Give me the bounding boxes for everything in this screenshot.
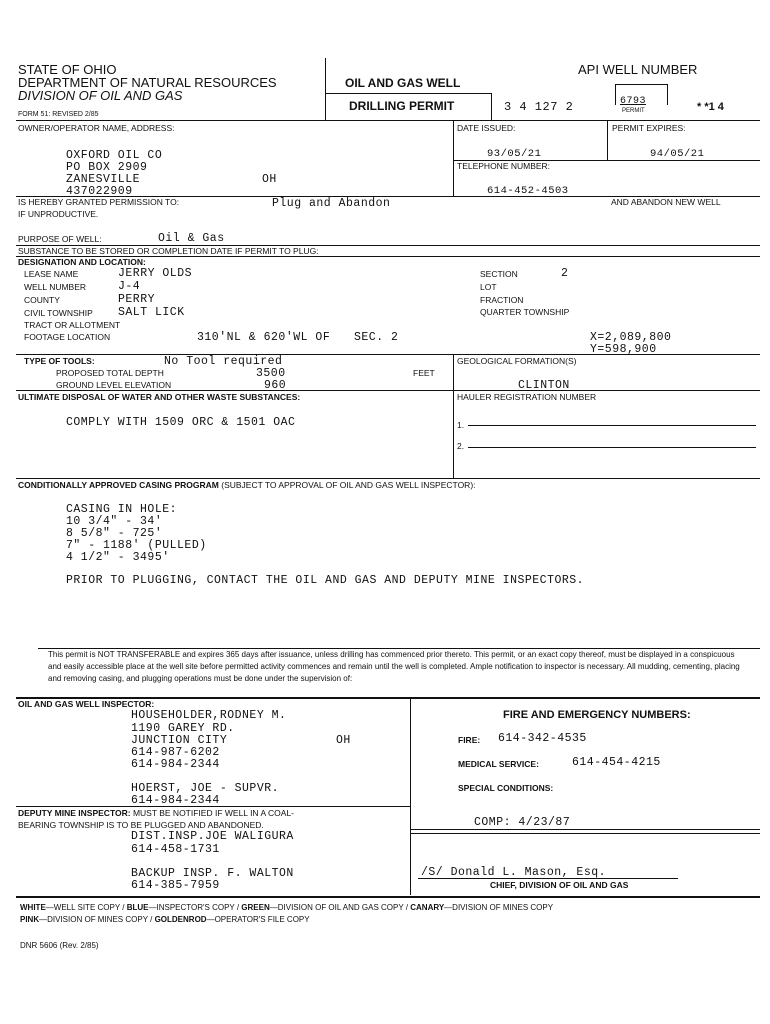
designation-title: DESIGNATION AND LOCATION: [18,257,146,267]
disposal-value: COMPLY WITH 1509 ORC & 1501 OAC [66,416,296,429]
lease-label: LEASE NAME [24,269,79,279]
operator-phone: 614-452-4503 [487,185,569,197]
backup-inspector: BACKUP INSP. F. WALTON [131,867,294,880]
tools-type-label: TYPE OF TOOLS: [24,356,95,366]
inspector-address: 1190 GAREY RD. [131,722,235,735]
form-title: OIL AND GAS WELL [345,76,461,90]
phone-label: TELEPHONE NUMBER: [457,161,551,171]
geo-formation: CLINTON [518,379,570,392]
deputy-label-2: BEARING TOWNSHIP IS TO BE PLUGGED AND ABANDONED. [18,820,264,830]
tools-type: No Tool required [164,355,283,368]
lease-name: JERRY OLDS [118,267,193,280]
emergency-title: FIRE AND EMERGENCY NUMBERS: [503,709,691,721]
permission-text-3: IF UNPRODUCTIVE. [18,209,99,219]
hauler-1-label: 1. [457,420,465,430]
fire-label: FIRE: [458,735,481,745]
inspector-state: OH [336,734,351,747]
township-label: CIVIL TOWNSHIP [24,308,93,318]
owner-label: OWNER/OPERATOR NAME, ADDRESS: [18,123,175,133]
state-title: STATE OF OHIO [18,62,117,77]
substance-label: SUBSTANCE TO BE STORED OR COMPLETION DATE IF PERMIT TO PLUG: [18,246,319,256]
section-label: SECTION [480,269,518,279]
permission-text: IS HEREBY GRANTED PERMISSION TO: [18,197,180,207]
well-number-label: WELL NUMBER [24,282,87,292]
casing-line-5: 4 1/2" - 3495' [66,551,170,564]
permission-text-2: AND ABANDON NEW WELL [611,197,721,207]
department-title: DEPARTMENT OF NATURAL RESOURCES [18,75,277,90]
tract-label: TRACT OR ALLOTMENT [24,320,121,330]
copy-distribution-1: WHITE—WELL SITE COPY / BLUE—INSPECTOR'S COPY / GREEN—DIVISION OF OIL AND GAS COPY / CANARY—DIVISION OF MINES COPY [20,903,554,912]
hauler-2-label: 2. [457,441,465,451]
permit-expires: 94/05/21 [650,148,705,160]
date-issued-label: DATE ISSUED: [457,123,516,133]
elevation-label: GROUND LEVEL ELEVATION [56,380,172,390]
casing-line-4: 7" - 1188' (PULLED) [66,539,207,552]
permission-action: Plug and Abandon [272,197,391,210]
fraction-label: FRACTION [480,295,524,305]
signature: /S/ Donald L. Mason, Esq. [421,866,607,879]
casing-label: CONDITIONALLY APPROVED CASING PROGRAM (SUBJECT TO APPROVAL OF OIL AND GAS WELL INSPECTOR): [18,480,476,490]
casing-line-2: 10 3/4" - 34' [66,515,163,528]
deputy-name: DIST.INSP.JOE WALIGURA [131,830,294,843]
deputy-label: DEPUTY MINE INSPECTOR: MUST BE NOTIFIED IF WELL IN A COAL- [18,808,294,818]
casing-line-1: CASING IN HOLE: [66,503,178,516]
permit-number: 6793 [620,96,647,107]
owner-pobox: PO BOX 2909 [66,161,148,174]
inspector-label: OIL AND GAS WELL INSPECTOR: [18,699,155,709]
permit-expires-label: PERMIT EXPIRES: [612,123,686,133]
dnr-form-number: DNR 5606 (Rev. 2/85) [20,941,99,950]
feet-label: FEET [413,368,435,378]
footage-label: FOOTAGE LOCATION [24,332,111,342]
supervisor-name: HOERST, JOE - SUPVR. [131,782,280,795]
y-coordinate: Y=598,900 [590,343,657,356]
casing-line-3: 8 5/8" - 725' [66,527,163,540]
purpose-label: PURPOSE OF WELL: [18,234,102,244]
inspector-name: HOUSEHOLDER,RODNEY M. [131,709,287,722]
footage-location: 310'NL & 620'WL OF [197,331,331,344]
footage-section: SEC. 2 [354,331,399,344]
well-number: J-4 [118,280,141,293]
owner-state: OH [262,173,277,186]
county: PERRY [118,293,156,306]
special-conditions-label: SPECIAL CONDITIONS: [458,783,554,793]
medical-number: 614-454-4215 [572,756,661,769]
inspector-phone-2: 614-984-2344 [131,758,220,771]
owner-city: ZANESVILLE [66,173,141,186]
disposal-label: ULTIMATE DISPOSAL OF WATER AND OTHER WASTE SUBSTANCES: [18,392,301,402]
api-label: API WELL NUMBER [578,62,698,77]
permit-title: DRILLING PERMIT [349,99,455,113]
depth-label: PROPOSED TOTAL DEPTH [56,368,164,378]
hauler-label: HAULER REGISTRATION NUMBER [457,392,597,402]
inspector-city: JUNCTION CITY [131,734,228,747]
casing-note: PRIOR TO PLUGGING, CONTACT THE OIL AND GAS AND DEPUTY MINE INSPECTORS. [66,574,585,587]
copy-distribution-2: PINK—DIVISION OF MINES COPY / GOLDENROD—OPERATOR'S FILE COPY [20,915,310,924]
permit-caption: PERMIT [622,108,645,114]
supervisor-phone: 614-984-2344 [131,794,220,807]
form-number: FORM 51: REVISED 2/85 [18,111,99,118]
date-issued: 93/05/21 [487,148,542,160]
inspector-phone-1: 614-987-6202 [131,746,220,759]
deputy-phone: 614-458-1731 [131,843,220,856]
owner-name: OXFORD OIL CO [66,149,163,162]
division-title: DIVISION OF OIL AND GAS [18,88,183,103]
api-number: 3 4 127 2 [504,100,574,114]
transfer-notice: This permit is NOT TRANSFERABLE and expires 365 days after issuance, unless drilling has commenced prior thereto. This permit, or an exact copy thereof, must be displayed in a conspicuous and easily accessible place at the well site before permitted activity commences and remain until the well is completed. Ample notification to inspector is necessary. All mudding, cementing, placing and removing casing, and plugging operations must be done under the supervision of: [48,650,740,683]
owner-zip: 437022909 [66,185,133,198]
total-depth: 3500 [256,367,286,380]
quarter-township-label: QUARTER TOWNSHIP [480,307,570,317]
lot-label: LOT [480,282,497,292]
comp-date: COMP: 4/23/87 [474,816,571,829]
township: SALT LICK [118,306,185,319]
county-label: COUNTY [24,295,60,305]
api-suffix: * *1 4 [697,101,724,113]
medical-label: MEDICAL SERVICE: [458,759,539,769]
ground-elevation: 960 [264,379,287,392]
geo-formation-label: GEOLOGICAL FORMATION(S) [457,356,577,366]
signature-title: CHIEF, DIVISION OF OIL AND GAS [490,880,629,890]
purpose-value: Oil & Gas [158,232,225,245]
section: 2 [561,267,569,280]
x-coordinate: X=2,089,800 [590,331,672,344]
fire-number: 614-342-4535 [498,732,587,745]
backup-phone: 614-385-7959 [131,879,220,892]
